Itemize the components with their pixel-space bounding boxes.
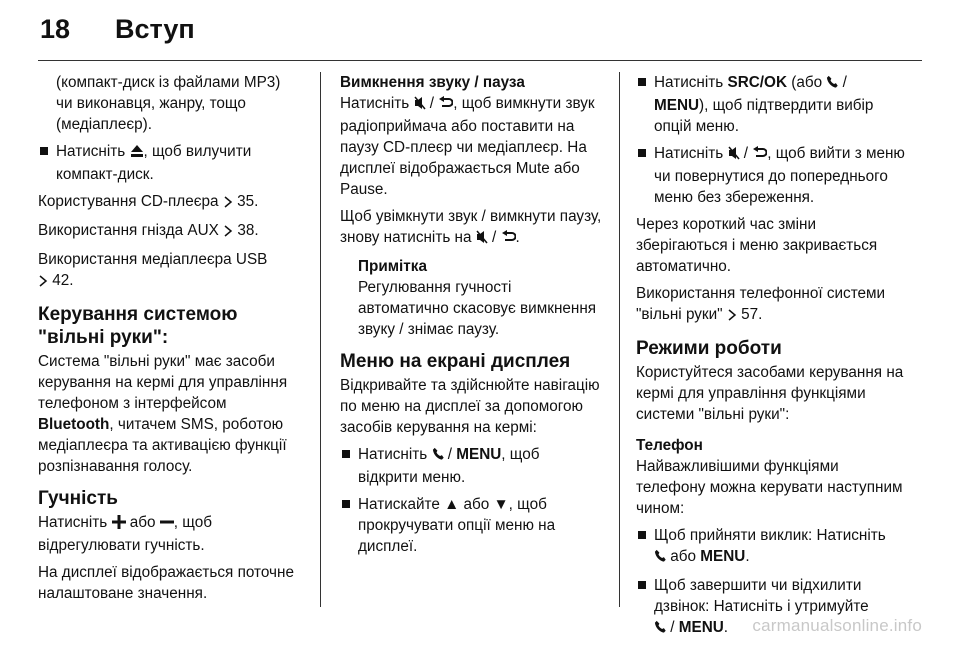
text: Натискайте	[358, 496, 440, 513]
phone-icon	[432, 446, 444, 467]
text: , щоб вилучити компакт-диск.	[56, 143, 252, 183]
continued-bullet-text: (компакт-диск із файлами MP3) чи виконавця, жанру, тощо (медіаплеєр).	[56, 74, 281, 133]
cross-reference	[636, 283, 906, 327]
cross-reference	[38, 249, 300, 293]
minus-icon	[160, 514, 174, 535]
bullet-eject	[38, 141, 300, 185]
mute-icon	[414, 95, 426, 116]
text: або	[463, 496, 490, 513]
text: .	[745, 548, 750, 565]
text: , щоб відрегулювати гучність.	[38, 514, 212, 554]
text: Щоб увімкнути звук / вимкнути паузу, знову натисніть на	[340, 208, 602, 246]
note-box	[340, 256, 602, 340]
text: /	[743, 145, 748, 162]
down-triangle-icon: ▼	[493, 496, 509, 513]
back-icon	[752, 145, 767, 166]
back-icon	[501, 229, 516, 250]
heading-volume: Гучність	[38, 488, 118, 509]
paragraph	[340, 206, 602, 250]
column-divider	[320, 72, 321, 607]
note-text: Регулювання гучності автоматично скасовує вимкнення звуку / знімає паузу.	[358, 279, 597, 338]
watermark: carmanualsonline.info	[752, 616, 922, 635]
heading-menu: Меню на екрані дисплея	[340, 351, 571, 372]
column-divider	[619, 72, 620, 607]
text: , читачем SMS, роботою медіаплеєра та активацією функції розпізнавання голосу.	[38, 416, 287, 475]
text: Використання телефонної системи "вільні руки"	[636, 285, 886, 323]
header-rule	[38, 60, 922, 61]
eject-icon	[130, 143, 144, 164]
text: , щоб вийти з меню чи повернутися до попереднього меню без збереження.	[654, 145, 905, 206]
paragraph: Найважливішими функціями телефону можна керувати наступним чином:	[636, 458, 903, 517]
note-title: Примітка	[358, 258, 427, 275]
text: /	[429, 95, 434, 112]
plus-icon	[112, 514, 126, 535]
text: Користування CD-плеєра	[38, 193, 219, 210]
bold-term: MENU	[654, 97, 700, 114]
cross-reference	[38, 191, 300, 214]
bold-term: SRC/OK	[727, 74, 787, 91]
column-1	[38, 72, 300, 610]
text: /	[670, 619, 675, 636]
text: Натисніть	[56, 143, 126, 160]
text: , щоб відкрити меню.	[358, 446, 540, 486]
reference-arrow-icon	[38, 272, 48, 293]
page-header	[0, 0, 960, 62]
page-ref: 38.	[237, 222, 259, 239]
text: Натисніть	[654, 145, 724, 162]
page-title: Вступ	[115, 14, 195, 44]
reference-arrow-icon	[727, 306, 737, 327]
back-icon	[438, 95, 453, 116]
heading-modes: Режими роботи	[636, 338, 782, 359]
page-ref: 35.	[237, 193, 259, 210]
text: , щоб прокручувати опції меню на дисплеї.	[358, 496, 556, 555]
paragraph: На дисплеї відображається поточне налаштоване значення.	[38, 564, 294, 602]
reference-arrow-icon	[223, 222, 233, 243]
phone-icon	[654, 548, 666, 569]
bold-term: MENU	[456, 446, 502, 463]
paragraph: Через короткий час зміни зберігаються і меню закривається автоматично.	[636, 216, 878, 275]
text: Натисніть	[38, 514, 108, 531]
text: або	[670, 548, 697, 565]
heading-mute: Вимкнення звуку / пауза	[340, 74, 525, 91]
text: Щоб завершити чи відхилити дзвінок: Натисніть і утримуйте	[654, 577, 869, 615]
text: Система "вільні руки" має засоби керування на кермі для управління телефоном з інтерфейсом	[38, 353, 288, 412]
text: .	[515, 229, 520, 246]
bullet-open-menu	[340, 444, 602, 488]
text: або	[129, 514, 156, 531]
text: Щоб прийняти виклик: Натисніть	[654, 527, 886, 544]
page-ref: 42.	[52, 272, 74, 289]
text: Натисніть	[654, 74, 724, 91]
reference-arrow-icon	[223, 193, 233, 214]
text: Натисніть	[358, 446, 428, 463]
bullet-scroll-menu	[340, 494, 602, 557]
text: (або	[791, 74, 823, 91]
text: , щоб вимкнути звук радіоприймача або поставити на паузу CD-плеєр чи медіаплеєр. На дисплеї відображається Mute або Pause.	[340, 95, 595, 198]
bold-term: MENU	[678, 619, 724, 636]
bullet-answer-call	[636, 525, 906, 569]
paragraph	[38, 351, 300, 477]
bold-term: MENU	[700, 548, 746, 565]
column-2	[340, 72, 602, 563]
up-triangle-icon: ▲	[444, 496, 460, 513]
text: Використання медіаплеєра USB	[38, 251, 268, 268]
paragraph: Відкривайте та здійснюйте навігацію по меню на дисплеї за допомогою засобів керування на кермі:	[340, 377, 600, 436]
bullet-confirm	[636, 72, 906, 137]
text: ), щоб підтвердити вибір опцій меню.	[654, 97, 874, 135]
paragraph	[340, 93, 602, 200]
paragraph	[38, 512, 300, 556]
mute-icon	[728, 145, 740, 166]
text: /	[447, 446, 452, 463]
text: Використання гнізда AUX	[38, 222, 219, 239]
mute-icon	[476, 229, 488, 250]
text: /	[492, 229, 497, 246]
heading-phone: Телефон	[636, 437, 703, 454]
text: /	[842, 74, 847, 91]
text: .	[723, 619, 729, 636]
bold-term: Bluetooth	[38, 416, 110, 433]
column-3	[636, 72, 906, 646]
page-ref: 57.	[741, 306, 763, 323]
heading-handsfree: Керування системою "вільні руки":	[38, 304, 238, 348]
page-number: 18	[40, 14, 71, 44]
bullet-exit	[636, 143, 906, 208]
text: Натисніть	[340, 95, 410, 112]
phone-icon	[826, 74, 838, 95]
paragraph: Користуйтеся засобами керування на кермі для управління функціями системи "вільні руки":	[636, 364, 904, 423]
cross-reference	[38, 220, 300, 243]
